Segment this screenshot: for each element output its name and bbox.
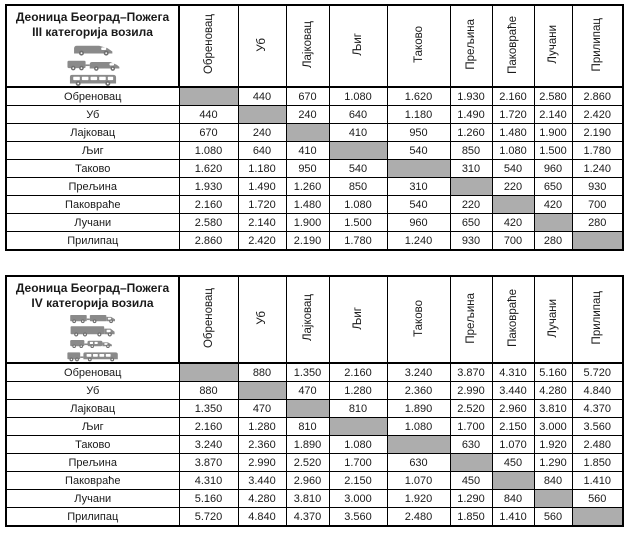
- price-cell: 630: [450, 436, 492, 454]
- price-cell: 960: [534, 160, 572, 178]
- column-header-label: Лајковац: [301, 294, 314, 342]
- column-header-row: [6, 276, 623, 363]
- price-cell: 1.080: [329, 87, 387, 106]
- price-cell: 1.290: [534, 454, 572, 472]
- price-cell: 310: [387, 178, 450, 196]
- price-cell: 1.500: [534, 142, 572, 160]
- price-cell: 4.840: [238, 508, 286, 527]
- column-header-label: Љиг: [352, 33, 364, 56]
- price-cell: 1.350: [286, 363, 329, 382]
- price-cell: 930: [450, 232, 492, 251]
- price-cell: 3.560: [572, 418, 623, 436]
- column-header: [329, 276, 387, 363]
- toll-table-category-4-wrap: [5, 275, 622, 527]
- column-header: [238, 276, 286, 363]
- row-label: Обреновац: [6, 87, 179, 106]
- price-cell: 1.500: [329, 214, 387, 232]
- price-cell: 650: [534, 178, 572, 196]
- price-cell: 220: [492, 178, 534, 196]
- price-cell: 1.930: [179, 178, 238, 196]
- table-row: [6, 363, 623, 382]
- price-cell: 560: [572, 490, 623, 508]
- price-cell: 700: [492, 232, 534, 251]
- price-cell: 3.870: [450, 363, 492, 382]
- price-cell: 2.360: [387, 382, 450, 400]
- price-cell: 1.890: [286, 436, 329, 454]
- price-cell: 700: [572, 196, 623, 214]
- column-header: [238, 5, 286, 87]
- diagonal-cell: [534, 214, 572, 232]
- price-cell: 1.070: [492, 436, 534, 454]
- price-cell: 2.190: [286, 232, 329, 251]
- diagonal-cell: [286, 124, 329, 142]
- price-cell: 410: [286, 142, 329, 160]
- price-cell: 3.240: [179, 436, 238, 454]
- price-cell: 1.180: [238, 160, 286, 178]
- price-cell: 880: [179, 382, 238, 400]
- price-cell: 1.900: [286, 214, 329, 232]
- minibus-icon: [66, 72, 120, 86]
- table-title-line2: III категорија возила: [32, 25, 153, 39]
- price-cell: 3.240: [387, 363, 450, 382]
- price-cell: 3.000: [534, 418, 572, 436]
- column-header-label: Лучани: [547, 25, 559, 64]
- vehicle-icon-stack: [7, 313, 178, 362]
- price-cell: 1.620: [387, 87, 450, 106]
- row-label: Уб: [6, 106, 179, 124]
- column-header: [329, 5, 387, 87]
- price-cell: 950: [286, 160, 329, 178]
- price-cell: 1.290: [450, 490, 492, 508]
- column-header-label: Уб: [256, 37, 268, 52]
- price-cell: 1.350: [179, 400, 238, 418]
- price-cell: 3.560: [329, 508, 387, 527]
- diagonal-cell: [450, 454, 492, 472]
- price-cell: 640: [238, 142, 286, 160]
- column-header: [534, 5, 572, 87]
- table-title-cell: [6, 276, 179, 363]
- price-cell: 4.310: [179, 472, 238, 490]
- row-label: Прељина: [6, 454, 179, 472]
- diagonal-cell: [329, 418, 387, 436]
- row-label: Уб: [6, 382, 179, 400]
- diagonal-cell: [492, 472, 534, 490]
- table-row: [6, 160, 623, 178]
- price-cell: 3.870: [179, 454, 238, 472]
- price-cell: 1.080: [387, 418, 450, 436]
- diagonal-cell: [238, 106, 286, 124]
- column-header-label: Прилипац: [591, 291, 604, 345]
- price-cell: 880: [238, 363, 286, 382]
- price-cell: 280: [572, 214, 623, 232]
- row-label: Таково: [6, 160, 179, 178]
- truck-with-caravan-icon: [68, 338, 118, 349]
- price-cell: 960: [387, 214, 450, 232]
- price-cell: 3.440: [238, 472, 286, 490]
- column-header-label: Таково: [412, 299, 425, 337]
- diagonal-cell: [450, 178, 492, 196]
- table-row: [6, 454, 623, 472]
- price-cell: 1.700: [329, 454, 387, 472]
- row-label: Лучани: [6, 214, 179, 232]
- column-header: [179, 5, 238, 87]
- price-cell: 1.480: [492, 124, 534, 142]
- price-cell: 650: [450, 214, 492, 232]
- column-header-row: [6, 5, 623, 87]
- price-cell: 470: [238, 400, 286, 418]
- price-cell: 1.260: [450, 124, 492, 142]
- row-label: Љиг: [6, 418, 179, 436]
- price-cell: 420: [492, 214, 534, 232]
- price-cell: 560: [534, 508, 572, 527]
- row-label: Паковраће: [6, 196, 179, 214]
- price-cell: 840: [534, 472, 572, 490]
- price-cell: 2.420: [572, 106, 623, 124]
- price-cell: 1.070: [387, 472, 450, 490]
- price-cell: 4.370: [286, 508, 329, 527]
- price-cell: 850: [450, 142, 492, 160]
- price-cell: 540: [492, 160, 534, 178]
- column-header-label: Лајковац: [301, 20, 314, 69]
- diagonal-cell: [572, 232, 623, 251]
- price-cell: 540: [387, 142, 450, 160]
- column-header-label: Прељина: [465, 19, 477, 70]
- price-cell: 2.140: [534, 106, 572, 124]
- price-cell: 2.160: [179, 196, 238, 214]
- column-header-label: Паковраће: [507, 15, 519, 74]
- column-header-label: Прељина: [465, 292, 477, 344]
- price-cell: 670: [179, 124, 238, 142]
- column-header: [286, 276, 329, 363]
- price-cell: 540: [329, 160, 387, 178]
- table-title-cell: [6, 5, 179, 87]
- diagonal-cell: [179, 363, 238, 382]
- price-cell: 1.620: [179, 160, 238, 178]
- diagonal-cell: [179, 87, 238, 106]
- price-cell: 1.890: [387, 400, 450, 418]
- column-header-label: Љиг: [352, 306, 364, 330]
- price-cell: 2.150: [492, 418, 534, 436]
- table-row: [6, 490, 623, 508]
- price-cell: 4.310: [492, 363, 534, 382]
- price-cell: 2.580: [534, 87, 572, 106]
- row-label: Љиг: [6, 142, 179, 160]
- price-cell: 1.720: [238, 196, 286, 214]
- price-cell: 2.960: [492, 400, 534, 418]
- price-cell: 930: [572, 178, 623, 196]
- column-header: [450, 5, 492, 87]
- row-label: Прилипац: [6, 232, 179, 251]
- price-cell: 1.280: [329, 382, 387, 400]
- price-cell: 2.860: [179, 232, 238, 251]
- price-cell: 1.490: [450, 106, 492, 124]
- table-row: [6, 124, 623, 142]
- price-cell: 450: [450, 472, 492, 490]
- van-icon: [68, 42, 118, 56]
- price-cell: 470: [286, 382, 329, 400]
- price-cell: 850: [329, 178, 387, 196]
- price-cell: 5.160: [179, 490, 238, 508]
- price-cell: 1.930: [450, 87, 492, 106]
- price-cell: 5.720: [179, 508, 238, 527]
- table-row: [6, 178, 623, 196]
- table-title-line2: IV категорија возила: [31, 296, 154, 310]
- price-cell: 1.720: [492, 106, 534, 124]
- price-cell: 1.700: [450, 418, 492, 436]
- price-cell: 810: [329, 400, 387, 418]
- table-row: [6, 508, 623, 527]
- price-cell: 220: [450, 196, 492, 214]
- table-row: [6, 214, 623, 232]
- toll-table-category-4: [5, 275, 624, 527]
- price-cell: 2.480: [387, 508, 450, 527]
- table-row: [6, 196, 623, 214]
- price-cell: 3.000: [329, 490, 387, 508]
- price-cell: 310: [450, 160, 492, 178]
- price-cell: 670: [286, 87, 329, 106]
- price-cell: 240: [286, 106, 329, 124]
- price-cell: 2.160: [329, 363, 387, 382]
- price-cell: 1.240: [387, 232, 450, 251]
- price-cell: 1.410: [492, 508, 534, 527]
- diagonal-cell: [238, 382, 286, 400]
- price-cell: 1.920: [387, 490, 450, 508]
- price-cell: 810: [286, 418, 329, 436]
- table-row: [6, 400, 623, 418]
- price-cell: 4.370: [572, 400, 623, 418]
- price-cell: 1.480: [286, 196, 329, 214]
- toll-table-category-3-wrap: [5, 4, 622, 251]
- diagonal-cell: [387, 436, 450, 454]
- column-header-label: Лучани: [547, 298, 559, 338]
- price-cell: 1.080: [492, 142, 534, 160]
- column-header-label: Уб: [256, 311, 268, 325]
- price-cell: 2.580: [179, 214, 238, 232]
- column-header: [572, 5, 623, 87]
- row-label: Прељина: [6, 178, 179, 196]
- price-cell: 1.780: [329, 232, 387, 251]
- column-header-label: Прилипац: [591, 17, 604, 72]
- price-cell: 2.150: [329, 472, 387, 490]
- column-header: [534, 276, 572, 363]
- toll-table-category-3: [5, 4, 624, 251]
- price-cell: 4.280: [238, 490, 286, 508]
- diagonal-cell: [534, 490, 572, 508]
- column-header: [387, 276, 450, 363]
- diagonal-cell: [572, 508, 623, 527]
- table-title-line1: Деоница Београд–Пожега: [15, 10, 170, 24]
- table-row: [6, 232, 623, 251]
- price-cell: 2.990: [450, 382, 492, 400]
- table-row: [6, 472, 623, 490]
- price-cell: 2.990: [238, 454, 286, 472]
- row-label: Прилипац: [6, 508, 179, 527]
- price-cell: 1.850: [572, 454, 623, 472]
- price-cell: 630: [387, 454, 450, 472]
- price-cell: 3.810: [534, 400, 572, 418]
- price-cell: 1.080: [329, 196, 387, 214]
- column-header-label: Таково: [412, 26, 425, 63]
- price-cell: 2.190: [572, 124, 623, 142]
- table-title-line1: Деоница Београд–Пожега: [15, 281, 170, 295]
- column-header: [387, 5, 450, 87]
- price-cell: 420: [534, 196, 572, 214]
- column-header-label: Паковраће: [507, 289, 519, 347]
- column-header: [572, 276, 623, 363]
- price-cell: 2.360: [238, 436, 286, 454]
- price-cell: 2.160: [492, 87, 534, 106]
- price-cell: 1.080: [179, 142, 238, 160]
- table-row: [6, 106, 623, 124]
- price-cell: 1.280: [238, 418, 286, 436]
- column-header: [286, 5, 329, 87]
- price-cell: 2.140: [238, 214, 286, 232]
- table-row: [6, 418, 623, 436]
- price-cell: 3.440: [492, 382, 534, 400]
- price-cell: 280: [534, 232, 572, 251]
- price-cell: 2.960: [286, 472, 329, 490]
- column-header-label: Обреновац: [202, 14, 215, 75]
- diagonal-cell: [387, 160, 450, 178]
- column-header: [450, 276, 492, 363]
- diagonal-cell: [492, 196, 534, 214]
- column-header-label: Обреновац: [202, 287, 215, 349]
- price-cell: 2.520: [286, 454, 329, 472]
- price-cell: 950: [387, 124, 450, 142]
- price-cell: 840: [492, 490, 534, 508]
- price-cell: 1.850: [450, 508, 492, 527]
- bus-with-trailer-icon: [65, 350, 121, 362]
- vehicle-icon-stack: [7, 42, 178, 86]
- price-cell: 540: [387, 196, 450, 214]
- price-cell: 410: [329, 124, 387, 142]
- column-header: [492, 5, 534, 87]
- row-label: Лајковац: [6, 400, 179, 418]
- price-cell: 640: [329, 106, 387, 124]
- price-cell: 5.160: [534, 363, 572, 382]
- price-cell: 1.490: [238, 178, 286, 196]
- price-cell: 1.240: [572, 160, 623, 178]
- price-cell: 240: [238, 124, 286, 142]
- diagonal-cell: [286, 400, 329, 418]
- row-label: Обреновац: [6, 363, 179, 382]
- table-row: [6, 436, 623, 454]
- semi-truck-icon: [69, 325, 117, 337]
- row-label: Паковраће: [6, 472, 179, 490]
- table-row: [6, 142, 623, 160]
- table-row: [6, 382, 623, 400]
- price-cell: 1.920: [534, 436, 572, 454]
- price-cell: 440: [179, 106, 238, 124]
- price-cell: 2.520: [450, 400, 492, 418]
- price-cell: 1.780: [572, 142, 623, 160]
- price-cell: 1.260: [286, 178, 329, 196]
- row-label: Лајковац: [6, 124, 179, 142]
- price-cell: 440: [238, 87, 286, 106]
- price-cell: 450: [492, 454, 534, 472]
- price-cell: 2.860: [572, 87, 623, 106]
- price-cell: 5.720: [572, 363, 623, 382]
- price-cell: 1.900: [534, 124, 572, 142]
- column-header: [179, 276, 238, 363]
- price-cell: 2.160: [179, 418, 238, 436]
- truck-with-trailer-icon: [68, 313, 118, 324]
- price-cell: 1.410: [572, 472, 623, 490]
- price-cell: 1.180: [387, 106, 450, 124]
- table-row: [6, 87, 623, 106]
- column-header: [492, 276, 534, 363]
- price-cell: 1.080: [329, 436, 387, 454]
- price-cell: 4.280: [534, 382, 572, 400]
- row-label: Лучани: [6, 490, 179, 508]
- price-cell: 3.810: [286, 490, 329, 508]
- price-cell: 2.480: [572, 436, 623, 454]
- diagonal-cell: [329, 142, 387, 160]
- price-cell: 4.840: [572, 382, 623, 400]
- row-label: Таково: [6, 436, 179, 454]
- price-cell: 2.420: [238, 232, 286, 251]
- van-with-trailer-icon: [65, 57, 121, 71]
